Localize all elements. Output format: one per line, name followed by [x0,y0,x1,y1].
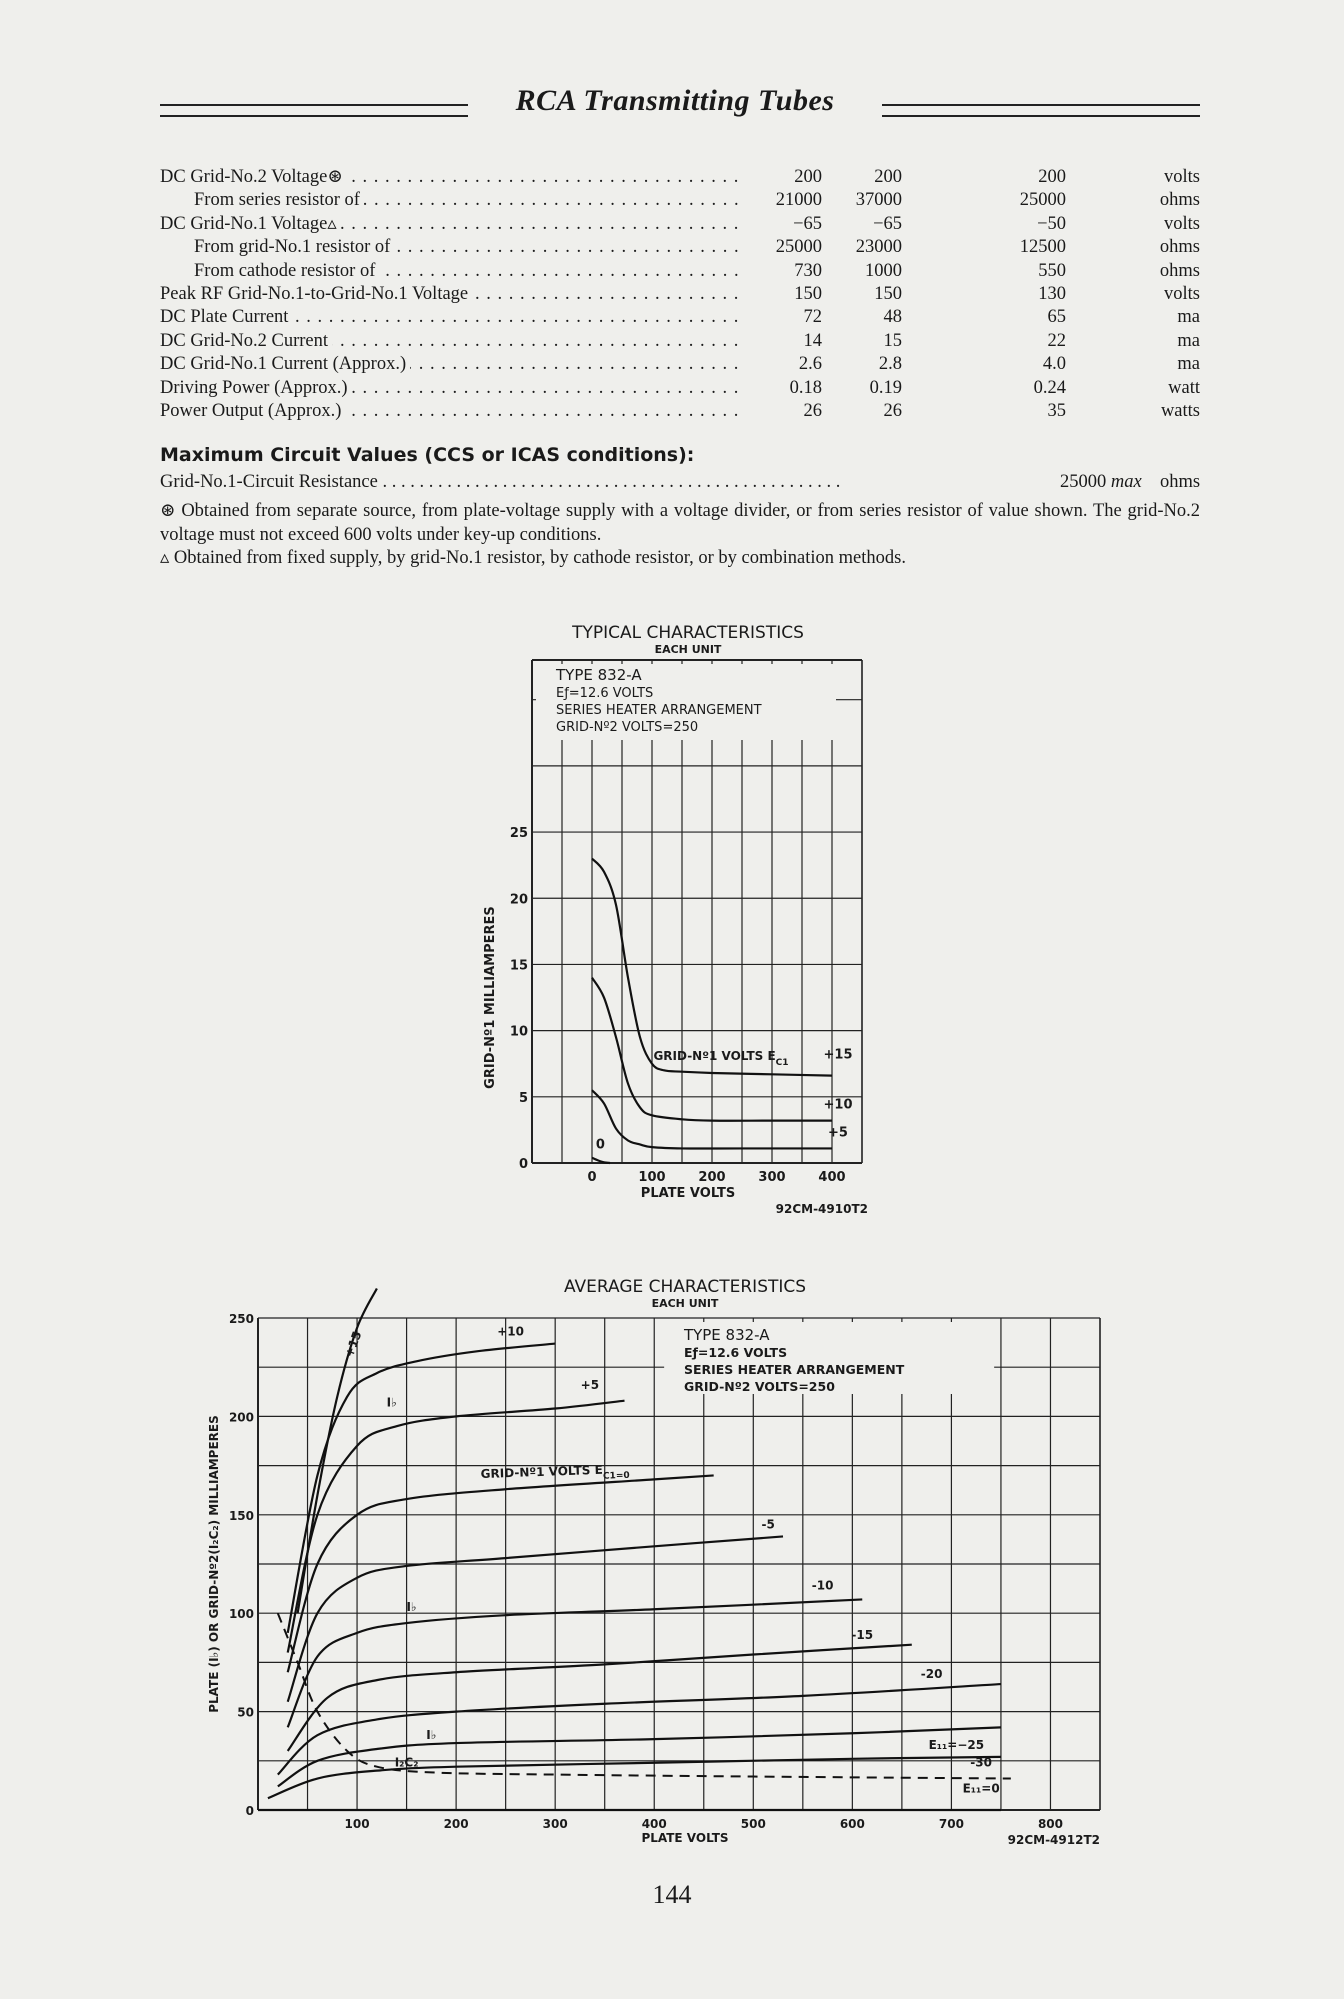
chart-title: AVERAGE CHARACTERISTICS [563,1277,807,1297]
spec-row [160,236,1200,259]
spec-row [160,353,1200,376]
spec-label-text: Driving Power (Approx.) [160,378,352,398]
spec-unit: ma [1177,307,1200,328]
footnote-2: ▵ Obtained from fixed supply, by grid-No.1 resistor, by cathode resistor, or by combination methods. [160,548,906,568]
y-axis-label: PLATE (I♭) OR GRID-Nº2(I₂C₂) MILLIAMPERES [207,1415,221,1713]
curve-label: -15 [851,1627,874,1642]
y-tick-label: 0 [518,1157,528,1172]
spec-label-text: From series resistor of [194,190,364,210]
spec-label [160,283,738,306]
y-tick-label: 20 [509,892,528,908]
footnote-1: ⊛ Obtained from separate source, from plate-voltage supply with a voltage divider, or from series resistor of value shown. The grid-No.2 voltage must not exceed 600 volts under key-up conditions. [160,501,1200,545]
spec-label-text: From cathode resistor of [194,261,379,281]
spec-label-text: Peak RF Grid-No.1-to-Grid-No.1 Voltage [160,284,472,304]
x-tick-label: 400 [818,1170,846,1185]
x-tick-label: 500 [740,1817,766,1831]
spec-value-1: 25000 [775,237,822,258]
curve-label: E₁₁=−25 [928,1737,985,1752]
spec-unit: watt [1168,377,1200,398]
plate-current-label: I♭ [426,1728,437,1743]
info-line: Eƒ=12.6 VOLTS [683,1345,788,1360]
spec-label-text: Power Output (Approx.) [160,401,345,421]
grid2-current-line [278,1613,1011,1778]
x-axis-label: PLATE VOLTS [640,1186,736,1201]
chart-title: TYPICAL CHARACTERISTICS [572,623,804,643]
spec-label [160,306,738,329]
header-title: RCA Transmitting Tubes [515,84,835,117]
spec-value-3: 550 [1038,260,1066,281]
spec-value-3: 12500 [1019,237,1066,258]
typical-characteristics-chart [470,618,890,1218]
curve-label: -30 [970,1755,992,1770]
max-circuit-value [1060,470,1230,494]
max-circuit-unit: ohms [1160,472,1201,492]
spec-label-text: DC Grid-No.1 Voltage▵ [160,214,341,234]
spec-value-2: 15 [883,330,902,351]
max-circuit-label-text: Grid-No.1-Circuit Resistance [160,472,378,492]
spec-value-2: −65 [873,213,902,234]
curve-label: E₁₁=0 [962,1781,1000,1796]
curve-label: +5 [828,1125,848,1141]
spec-value-1: −65 [793,213,822,234]
plate-current-label: I♭ [386,1395,397,1410]
spec-value-2: 37000 [855,190,902,211]
series-line [288,1599,863,1727]
max-circuit-label: Grid-No.1-Circuit Resistance . . . . . . . . . . . . . . . . . . . . . . . . . . . . . . . . . . . . . . . . . . . . . . . . . . [160,472,841,492]
figure-code: 92CM-4912T2 [1007,1833,1100,1847]
plate-current-label: I♭ [406,1600,417,1615]
spec-unit: volts [1164,283,1200,304]
spec-unit: ohms [1159,237,1200,258]
spec-label [194,189,738,212]
spec-value-3: 35 [1047,400,1066,421]
spec-value-3: −50 [1037,213,1066,234]
series-line [288,1475,714,1672]
spec-label [160,166,738,189]
spec-value-1: 26 [803,400,822,421]
y-tick-label: 5 [518,1090,528,1106]
spec-value-3: 0.24 [1033,377,1066,398]
spec-label-text: DC Grid-No.1 Current (Approx.) [160,354,410,374]
spec-label [160,213,738,236]
curve-label: 0 [595,1137,605,1153]
y-tick-label: 15 [509,958,528,974]
x-tick-label: 800 [1037,1817,1064,1831]
spec-value-3: 130 [1038,283,1066,304]
spec-row [160,189,1200,212]
grid2-current-label: I₂C₂ [394,1755,419,1770]
spec-value-1: 150 [794,283,822,304]
spec-row [160,213,1200,236]
spec-row [160,283,1200,306]
curve-label: +15 [342,1329,365,1360]
curve-label: +15 [823,1047,853,1063]
spec-value-2: 2.8 [878,354,902,375]
info-line: Eƒ=12.6 VOLTS [556,686,654,701]
spec-value-1: 2.6 [798,354,822,375]
y-tick-label: 10 [509,1024,528,1040]
header-rule-left [160,104,468,117]
curve-label: -20 [920,1667,943,1682]
spec-value-3: 65 [1047,307,1066,328]
x-tick-label: 600 [839,1817,865,1831]
curve-label: +5 [580,1377,600,1392]
spec-label-text: From grid-No.1 resistor of [194,237,394,257]
spec-value-2: 150 [874,283,902,304]
curve-family-label: GRID-Nº1 VOLTS $E_{C1=0}$ [480,1462,630,1482]
spec-unit: ma [1177,330,1200,351]
y-tick-label: 0 [245,1804,254,1818]
spec-label [160,330,738,353]
x-tick-label: 100 [638,1170,666,1185]
x-tick-label: 200 [443,1817,469,1831]
y-tick-label: 200 [228,1410,254,1425]
x-axis-label: PLATE VOLTS [641,1831,729,1845]
curve-family-subscript: C1 [775,1057,789,1068]
spec-label [194,236,738,259]
spec-value-3: 4.0 [1042,354,1066,375]
spec-value-2: 48 [883,307,902,328]
average-characteristics-chart [200,1270,1120,1850]
spec-row [160,377,1200,400]
footnotes [160,500,1200,571]
spec-value-1: 21000 [775,190,822,211]
y-tick-label: 50 [237,1705,254,1720]
x-tick-label: 300 [542,1817,568,1831]
spec-row [160,400,1200,423]
curve-label: -5 [761,1517,775,1532]
curve-family-label: GRID-Nº1 VOLTS $E_{C1}$ [653,1048,789,1068]
info-line: SERIES HEATER ARRANGEMENT [683,1362,905,1377]
spec-unit: watts [1160,400,1200,421]
x-tick-label: 400 [641,1817,667,1831]
spec-label-text: DC Plate Current [160,307,292,327]
spec-value-2: 0.19 [869,377,902,398]
page-number: 144 [652,1880,692,1909]
spec-label-text: DC Grid-No.2 Current [160,331,332,351]
chart-subtitle: EACH UNIT [654,643,722,656]
y-tick-label: 25 [509,826,528,842]
curve-label: +10 [823,1097,853,1113]
max-circuit-number: 25000 [1060,472,1107,492]
spec-value-3: 200 [1038,167,1066,187]
spec-value-1: 14 [803,330,822,351]
spec-value-3: 22 [1047,330,1066,351]
spec-row [160,330,1200,353]
spec-value-1: 200 [794,167,822,187]
spec-table [160,166,1200,423]
header-rule-right [882,104,1200,117]
spec-label-text: DC Grid-No.2 Voltage⊛ [160,167,347,187]
spec-row [160,306,1200,329]
spec-value-1: 0.18 [789,377,822,398]
spec-row [160,166,1200,189]
figure-code: 92CM-4910T2 [775,1202,868,1216]
spec-label [160,353,738,376]
info-line: SERIES HEATER ARRANGEMENT [556,703,762,718]
x-tick-label: 700 [938,1817,964,1831]
spec-value-2: 200 [874,167,902,187]
spec-label [160,400,738,423]
spec-value-1: 730 [794,260,822,281]
y-axis-label: GRID-Nº1 MILLIAMPERES [483,906,498,1089]
max-circuit-row [160,470,1200,494]
series-line [288,1536,783,1701]
spec-value-1: 72 [803,307,822,328]
spec-value-2: 23000 [855,237,902,258]
spec-unit: ohms [1159,190,1200,211]
spec-label [194,260,738,283]
curve-label: +10 [497,1324,524,1339]
spec-unit: volts [1164,167,1200,187]
max-circuit-heading: Maximum Circuit Values (CCS or ICAS conditions): [160,444,695,466]
spec-unit: ohms [1159,260,1200,281]
curve-label: -10 [811,1578,834,1593]
x-tick-label: 300 [758,1170,786,1185]
curve-family-subscript: C1=0 [602,1470,630,1482]
max-word: max [1110,472,1142,492]
spec-row [160,260,1200,283]
spec-value-2: 1000 [865,260,902,281]
spec-unit: ma [1177,354,1200,375]
info-line: TYPE 832-A [556,666,642,684]
x-tick-label: 100 [344,1817,370,1831]
info-line: GRID-Nº2 VOLTS=250 [556,720,699,735]
page-header [160,82,1200,132]
spec-value-3: 25000 [1019,190,1066,211]
x-tick-label: 200 [698,1170,726,1185]
info-line: GRID-Nº2 VOLTS=250 [683,1379,835,1394]
chart-subtitle: EACH UNIT [651,1297,719,1310]
y-tick-label: 100 [228,1607,254,1622]
y-tick-label: 150 [228,1508,254,1523]
spec-value-2: 26 [883,400,902,421]
info-line: TYPE 832-A [683,1326,770,1344]
spec-label [160,377,738,400]
spec-unit: volts [1164,213,1200,234]
x-tick-label: 0 [587,1170,597,1185]
y-tick-label: 250 [228,1312,254,1326]
